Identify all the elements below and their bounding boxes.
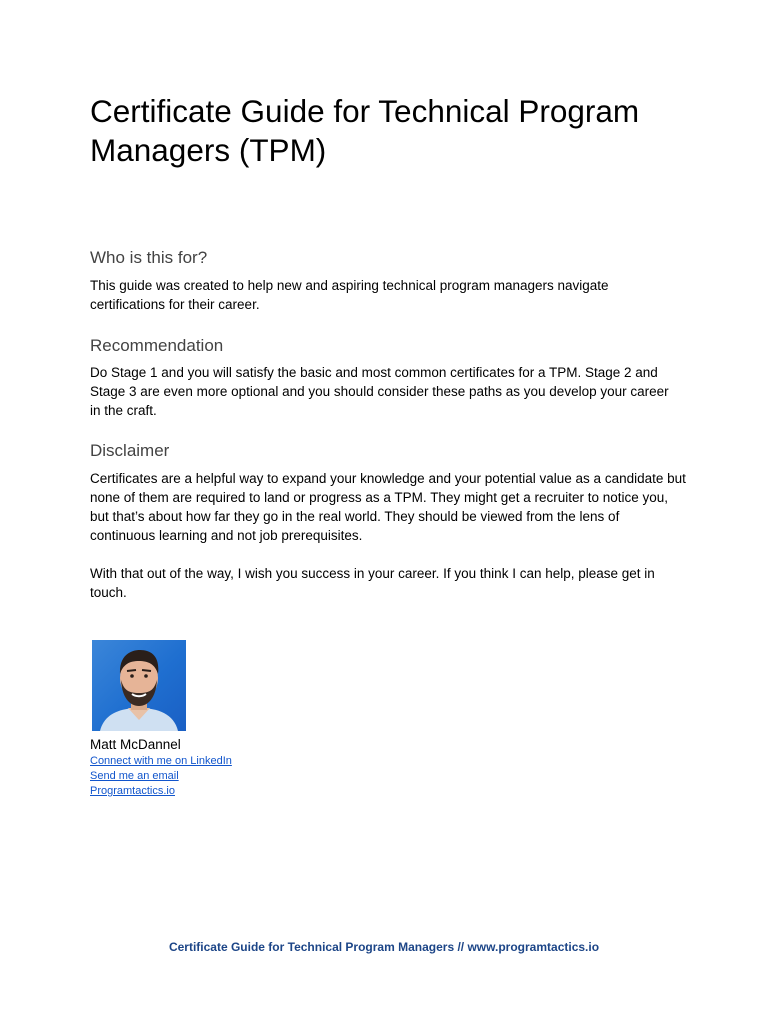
author-name: Matt McDannel — [90, 737, 181, 752]
email-link[interactable]: Send me an email — [90, 770, 179, 782]
paragraph-who-is-this-for: This guide was created to help new and aspiring technical program managers navigate certifications for their career. — [90, 278, 609, 312]
paragraph-closing: With that out of the way, I wish you success in your career. If you think I can help, please get in touch. — [90, 566, 655, 600]
document-title: Certificate Guide for Technical Program Managers (TPM) — [90, 93, 640, 168]
paragraph-recommendation: Do Stage 1 and you will satisfy the basic and most common certificates for a TPM. Stage 2 and Stage 3 are even more optional and you should consider these paths as you develop your career in the craft. — [90, 365, 669, 418]
heading-who-is-this-for: Who is this for? — [90, 248, 208, 267]
author-photo — [92, 640, 186, 731]
linkedin-link[interactable]: Connect with me on LinkedIn — [90, 755, 232, 767]
page-footer: Certificate Guide for Technical Program Managers // www.programtactics.io — [168, 940, 600, 954]
author-portrait-icon — [92, 640, 186, 731]
heading-disclaimer: Disclaimer — [90, 441, 170, 460]
heading-recommendation: Recommendation — [90, 336, 224, 355]
website-link[interactable]: Programtactics.io — [90, 785, 175, 797]
paragraph-disclaimer: Certificates are a helpful way to expand your knowledge and your potential value as a candidate but none of them are required to land or progress as a TPM. They might get a recruiter to notice you, but that’s about how far they go in the real world. They should be viewed from the lens of continuous learning and not job prerequisites. — [90, 471, 686, 543]
